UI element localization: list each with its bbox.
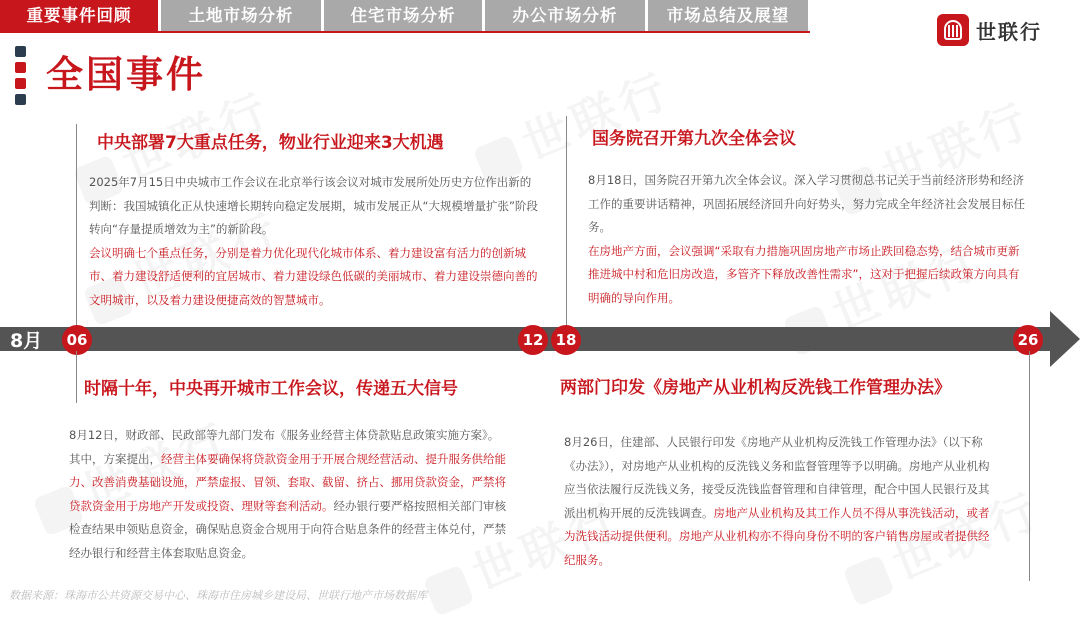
event-text: 经办银行要严格按照相关部门审核检查结果申领贴息资金，确保贴息资金合规用于向符合贴息条件的经营主体兑付，严禁经办银行和经营主体套取贴息资金。 [69,498,506,560]
event-title: 中央部署7大重点任务，物业行业迎来3大机遇 [97,133,444,153]
event-title: 两部门印发《房地产从业机构反洗钱工作管理办法》 [560,378,951,398]
event-text: 8月12日，财政部、民政部等九部门发布《服务业经营主体贷款贴息政策实施方案》。其中，方案提出， [69,428,500,466]
event-paragraph-highlight: 在房地产方面，会议强调“采取有力措施巩固房地产市场止跌回稳态势，结合城市更新推进城中村和危旧房改造，多管齐下释放改善性需求”，这对于把握后续政策方向具有明确的导向作用。 [588,243,1020,305]
timeline-marker: 12 [518,325,548,355]
event-paragraph: 2025年7月15日中央城市工作会议在北京举行该会议对城市发展所处历史方位作出新的判断：我国城镇化正从快速增长期转向稳定发展期，城市发展正从“大规模增量扩张”阶段转向“存量提质增效为主”的新阶段。 [89,175,538,236]
section-tabs [0,0,811,33]
timeline-arrow-icon [1050,311,1080,367]
event-paragraph: 8月18日，国务院召开第九次全体会议。深入学习贯彻总书记关于当前经济形势和经济工作的重要讲话精神，巩固拓展经济回升向好势头，努力完成全年经济社会发展目标任务。 [588,173,1025,234]
event-paragraph-highlight: 会议明确七个重点任务，分别是着力优化现代化城市体系、着力建设富有活力的创新城市、着力建设舒适便利的宜居城市、着力建设绿色低碳的美丽城市、着力建设崇德向善的文明城市，以及着力建设便捷高效的智慧城市。 [89,245,538,307]
tab-office-market[interactable]: 办公市场分析 [485,0,645,31]
event-title: 国务院召开第九次全体会议 [592,129,796,149]
brand-logo [937,14,1042,46]
timeline-marker: 18 [551,325,581,355]
logo-text: 世联行 [976,19,1042,44]
logo-icon [937,14,969,46]
event-text: 8月26日，住建部、人民银行印发《房地产从业机构反洗钱工作管理办法》（以下称《办法》），对房地产从业机构的反洗钱义务和监督管理等予以明确。房地产从业机构应当依法履行反洗钱义务，接受反洗钱监督管理和自律管理，配合中国人民银行及其派出机构开展的反洗钱调查。 [564,435,990,520]
tab-important-events[interactable]: 重要事件回顾 [0,0,158,31]
tab-underline [0,31,810,33]
timeline-month: 8月 [10,330,43,352]
event-body [588,169,1028,310]
timeline-marker: 26 [1013,325,1043,355]
event-body [89,171,539,312]
tab-residential-market[interactable]: 住宅市场分析 [324,0,482,31]
timeline-marker: 06 [62,325,92,355]
event-body [69,424,507,565]
page-title: 全国事件 [46,53,206,96]
tab-land-market[interactable]: 土地市场分析 [161,0,321,31]
event-card-top-right [566,116,1036,326]
event-text-highlight: 房地产从业机构及其工作人员不得从事洗钱活动，或者为洗钱活动提供便利。房地产从业机构亦不得向身份不明的客户销售房屋或者提供经纪服务。 [564,505,990,567]
event-card-top-left [76,116,546,326]
event-text-highlight: 经营主体要确保将贷款资金用于开展合规经营活动、提升服务供给能力、改善消费基础设施，严禁虚报、冒领、套取、截留、挤占、挪用贷款资金，严禁将贷款资金用于房地产开发或投资、理财等套利活动。 [69,451,506,513]
tab-market-summary[interactable]: 市场总结及展望 [648,0,808,31]
event-card-bottom-right [550,351,1030,581]
event-title: 时隔十年，中央再开城市工作会议，传递五大信号 [84,379,458,399]
title-bullets [15,46,26,110]
event-body [564,431,994,572]
data-source-note: 数据来源：珠海市公共资源交易中心、珠海市住房城乡建设局、世联行地产市场数据库 [9,589,427,602]
event-card-bottom-left [69,351,546,581]
